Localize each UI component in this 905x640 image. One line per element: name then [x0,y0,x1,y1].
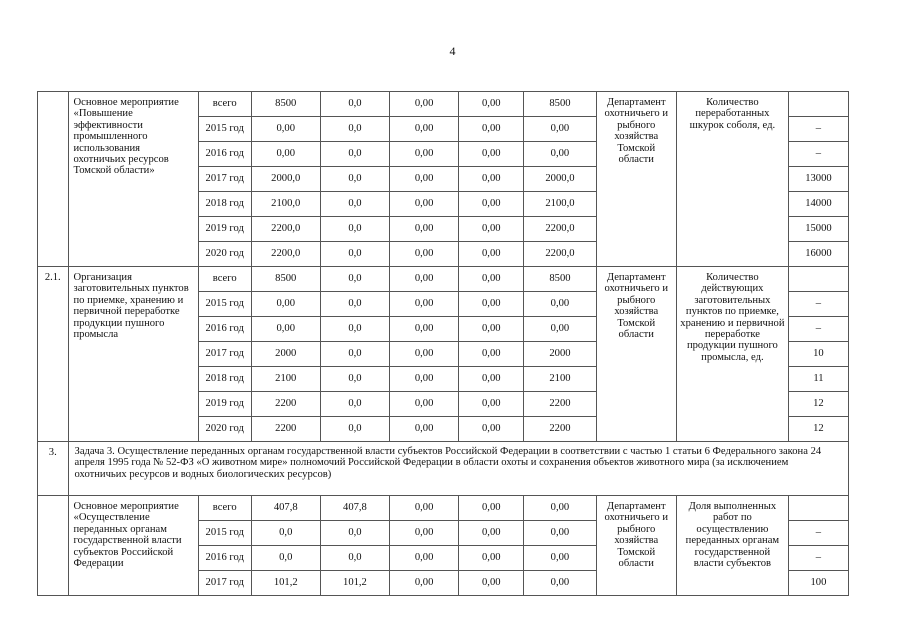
amount-cell: 0,00 [390,496,459,521]
amount-cell: 2000,0 [251,167,320,192]
amount-cell: 0,00 [390,267,459,292]
indicator-value-cell: – [788,117,848,142]
amount-cell: 2100,0 [251,192,320,217]
table-row [38,267,849,292]
amount-cell: 0,00 [251,142,320,167]
amount-cell: 0,00 [459,417,524,442]
amount-cell: 0,00 [524,571,596,596]
amount-cell: 0,00 [459,496,524,521]
year-cell: 2017 год [198,571,251,596]
amount-cell: 0,00 [390,192,459,217]
amount-cell: 2200 [524,417,596,442]
amount-cell: 0,00 [459,546,524,571]
indicator-value-cell: 11 [788,367,848,392]
amount-cell: 0,00 [390,317,459,342]
amount-cell: 0,0 [320,92,389,117]
amount-cell: 0,00 [390,571,459,596]
amount-cell: 0,00 [390,546,459,571]
amount-cell: 8500 [251,92,320,117]
amount-cell: 0,00 [390,367,459,392]
year-cell: 2017 год [198,342,251,367]
amount-cell: 0,00 [390,242,459,267]
indicator-value-cell: – [788,521,848,546]
year-cell: 2018 год [198,192,251,217]
indicator-cell: Доля выполненных работ по осуществлению переданных органам государственной власти субъектов [676,496,788,596]
year-cell: всего [198,267,251,292]
program-table [37,91,849,596]
year-cell: 2015 год [198,521,251,546]
amount-cell: 8500 [251,267,320,292]
amount-cell: 2000,0 [524,167,596,192]
amount-cell: 0,0 [320,242,389,267]
amount-cell: 2100 [524,367,596,392]
amount-cell: 2200 [251,392,320,417]
department-cell: Департамент охотничьего и рыбного хозяйства Томской области [596,92,676,267]
amount-cell: 0,0 [320,521,389,546]
amount-cell: 0,00 [390,117,459,142]
year-cell: 2015 год [198,117,251,142]
table-row [38,92,849,117]
amount-cell: 0,00 [390,292,459,317]
amount-cell: 8500 [524,267,596,292]
indicator-value-cell [788,92,848,117]
indicator-value-cell: 100 [788,571,848,596]
year-cell: 2017 год [198,167,251,192]
amount-cell: 0,00 [524,292,596,317]
row-number-cell: 2.1. [38,267,69,442]
indicator-value-cell [788,496,848,521]
amount-cell: 407,8 [251,496,320,521]
year-cell: всего [198,92,251,117]
amount-cell: 2200,0 [251,217,320,242]
task-text-cell: Задача 3. Осуществление переданных органам государственной власти субъектов Российской Федерации в соответствии с частью 1 статьи 6 Федерального закона 24 апреля 1995 года № 52-ФЗ «О животном мире» полномочий Российской Федерации в области охоты и сохранения объектов животного мира (за исключением охотничьих ресурсов и водных биологических ресурсов) [68,442,848,496]
department-cell: Департамент охотничьего и рыбного хозяйства Томской области [596,267,676,442]
amount-cell: 0,00 [459,242,524,267]
amount-cell: 2100 [251,367,320,392]
amount-cell: 0,00 [459,571,524,596]
indicator-value-cell: – [788,317,848,342]
amount-cell: 0,00 [459,267,524,292]
amount-cell: 0,0 [320,367,389,392]
amount-cell: 0,00 [524,546,596,571]
year-cell: 2016 год [198,546,251,571]
indicator-value-cell [788,267,848,292]
amount-cell: 0,00 [390,521,459,546]
amount-cell: 101,2 [251,571,320,596]
indicator-value-cell: 12 [788,392,848,417]
task-number-cell: 3. [38,442,69,496]
amount-cell: 0,00 [459,292,524,317]
indicator-value-cell: 13000 [788,167,848,192]
amount-cell: 2200 [524,392,596,417]
amount-cell: 0,0 [320,317,389,342]
amount-cell: 0,00 [390,217,459,242]
amount-cell: 0,00 [459,117,524,142]
amount-cell: 0,0 [320,417,389,442]
indicator-value-cell: 16000 [788,242,848,267]
year-cell: 2019 год [198,217,251,242]
amount-cell: 0,00 [390,342,459,367]
amount-cell: 0,00 [524,496,596,521]
amount-cell: 0,0 [320,142,389,167]
amount-cell: 0,00 [251,117,320,142]
amount-cell: 0,0 [320,192,389,217]
year-cell: 2020 год [198,242,251,267]
amount-cell: 0,00 [459,167,524,192]
amount-cell: 0,00 [459,317,524,342]
indicator-value-cell: – [788,546,848,571]
activity-name-cell: Организация заготовительных пунктов по приемке, хранению и первичной переработке продукции пушного промысла [68,267,198,442]
indicator-value-cell: – [788,142,848,167]
amount-cell: 0,00 [459,142,524,167]
amount-cell: 0,00 [390,142,459,167]
amount-cell: 0,0 [251,546,320,571]
activity-name-cell: Основное мероприятие «Повышение эффективности промышленного использования охотничьих ресурсов Томской области» [68,92,198,267]
amount-cell: 0,00 [524,142,596,167]
amount-cell: 0,0 [320,392,389,417]
year-cell: 2016 год [198,142,251,167]
amount-cell: 0,0 [320,167,389,192]
amount-cell: 0,00 [524,117,596,142]
amount-cell: 2200,0 [251,242,320,267]
year-cell: 2019 год [198,392,251,417]
amount-cell: 8500 [524,92,596,117]
row-number-cell [38,496,69,596]
amount-cell: 101,2 [320,571,389,596]
row-number-cell [38,92,69,267]
department-cell: Департамент охотничьего и рыбного хозяйства Томской области [596,496,676,596]
amount-cell: 0,00 [459,192,524,217]
indicator-value-cell: 10 [788,342,848,367]
amount-cell: 2000 [251,342,320,367]
year-cell: 2016 год [198,317,251,342]
amount-cell: 0,00 [524,317,596,342]
year-cell: всего [198,496,251,521]
amount-cell: 2200,0 [524,217,596,242]
amount-cell: 2200 [251,417,320,442]
year-cell: 2018 год [198,367,251,392]
indicator-cell: Количество действующих заготовительных пунктов по приемке, хранению и первичной переработке продукции пушного промысла, ед. [676,267,788,442]
amount-cell: 0,00 [524,521,596,546]
year-cell: 2015 год [198,292,251,317]
indicator-value-cell: 15000 [788,217,848,242]
indicator-value-cell: – [788,292,848,317]
amount-cell: 0,00 [459,392,524,417]
amount-cell: 0,00 [459,217,524,242]
indicator-cell: Количество переработанных шкурок соболя, ед. [676,92,788,267]
amount-cell: 407,8 [320,496,389,521]
table-row [38,496,849,521]
amount-cell: 0,0 [320,117,389,142]
amount-cell: 0,00 [390,392,459,417]
indicator-value-cell: 14000 [788,192,848,217]
amount-cell: 0,00 [251,292,320,317]
amount-cell: 0,00 [390,167,459,192]
amount-cell: 0,0 [320,292,389,317]
year-cell: 2020 год [198,417,251,442]
amount-cell: 0,0 [320,546,389,571]
activity-name-cell: Основное мероприятие «Осуществление переданных органам государственной власти субъектов Российской Федерации [68,496,198,596]
amount-cell: 0,00 [390,92,459,117]
indicator-value-cell: 12 [788,417,848,442]
amount-cell: 0,00 [390,417,459,442]
page-number: 4 [449,44,456,58]
amount-cell: 2200,0 [524,242,596,267]
amount-cell: 2100,0 [524,192,596,217]
amount-cell: 0,00 [459,367,524,392]
amount-cell: 0,00 [459,92,524,117]
amount-cell: 0,00 [459,342,524,367]
amount-cell: 0,0 [320,267,389,292]
amount-cell: 0,00 [251,317,320,342]
amount-cell: 0,0 [320,217,389,242]
amount-cell: 2000 [524,342,596,367]
task-row [38,442,849,496]
amount-cell: 0,0 [251,521,320,546]
amount-cell: 0,0 [320,342,389,367]
amount-cell: 0,00 [459,521,524,546]
